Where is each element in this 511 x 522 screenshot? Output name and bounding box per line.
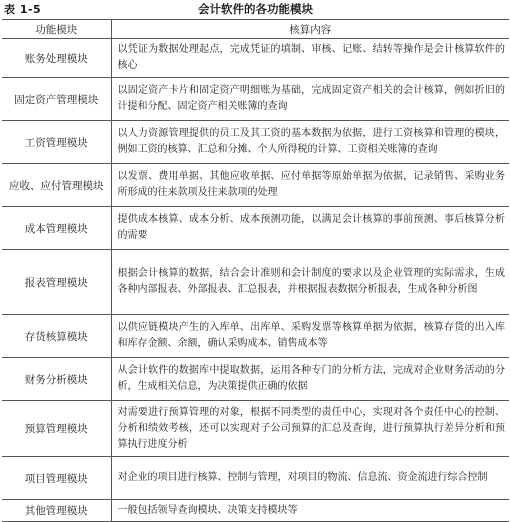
table-caption <box>0 0 511 18</box>
table-row <box>2 500 509 522</box>
module-content: 提供成本核算、成本分析、成本预测功能，以满足会计核算的事前预测、事后核算分析的需要 <box>111 207 509 250</box>
module-content: 以发票、费用单据、其他应收单据、应付单据等原始单据为依据，记录销售、采购业务所形成的往来款项及往来款项的处理 <box>111 164 509 207</box>
module-name: 报表管理模块 <box>2 250 111 315</box>
table-row <box>2 358 509 401</box>
table-row <box>2 121 509 164</box>
table-row <box>2 401 509 457</box>
module-name: 其他管理模块 <box>2 500 111 522</box>
module-name: 财务分析模块 <box>2 358 111 401</box>
table-row <box>2 457 509 500</box>
module-content: 以凭证为数据处理起点，完成凭证的填制、审核、记账、结转等操作是会计核算软件的核心 <box>111 39 509 78</box>
module-name: 成本管理模块 <box>2 207 111 250</box>
table-row <box>2 164 509 207</box>
module-content: 以供应链模块产生的入库单、出库单、采购发票等核算单据为依据，核算存货的出入库和库存金额、余额，确认采购成本、销售成本等 <box>111 315 509 358</box>
module-content: 根据会计核算的数据，结合会计准则和会计制度的要求以及企业管理的实际需求，生成各种内部报表、外部报表、汇总报表，并根据报表数据分析报表，生成各种分析图 <box>111 250 509 315</box>
table-row <box>2 315 509 358</box>
header-content: 核算内容 <box>111 20 509 39</box>
module-name: 应收、应付管理模块 <box>2 164 111 207</box>
module-name: 工资管理模块 <box>2 121 111 164</box>
module-content: 对企业的项目进行核算、控制与管理，对项目的物流、信息流、资金流进行综合控制 <box>111 457 509 500</box>
module-content: 以人力资源管理提供的员工及其工资的基本数据为依据，进行工资核算和管理的模块，例如工资的核算、汇总和分摊、个人所得税的计算、工资相关账簿的查询 <box>111 121 509 164</box>
module-name: 存货核算模块 <box>2 315 111 358</box>
module-content: 以固定资产卡片和固定资产明细账为基础，完成固定资产相关的会计核算，例如折旧的计提和分配、固定资产相关账簿的查询 <box>111 78 509 121</box>
table-title: 会计软件的各功能模块 <box>198 2 313 16</box>
modules-table <box>2 19 509 522</box>
table-row <box>2 39 509 78</box>
module-name: 固定资产管理模块 <box>2 78 111 121</box>
module-name: 项目管理模块 <box>2 457 111 500</box>
table-number: 表 1-5 <box>4 3 42 16</box>
module-name: 账务处理模块 <box>2 39 111 78</box>
table-row <box>2 250 509 315</box>
module-content: 从会计软件的数据库中提取数据，运用各种专门的分析方法，完成对企业财务活动的分析，生成相关信息，为决策提供正确的依据 <box>111 358 509 401</box>
table-row <box>2 207 509 250</box>
header-row <box>2 20 509 39</box>
module-content: 对需要进行预算管理的对象，根据不同类型的责任中心，实现对各个责任中心的控制、分析和绩效考核，还可以实现对子公司预算的汇总及查询，进行预算执行差异分析和预算执行进度分析 <box>111 401 509 457</box>
module-content: 一般包括领导查询模块、决策支持模块等 <box>111 500 509 522</box>
table-row <box>2 78 509 121</box>
module-name: 预算管理模块 <box>2 401 111 457</box>
header-module: 功能模块 <box>2 20 111 39</box>
